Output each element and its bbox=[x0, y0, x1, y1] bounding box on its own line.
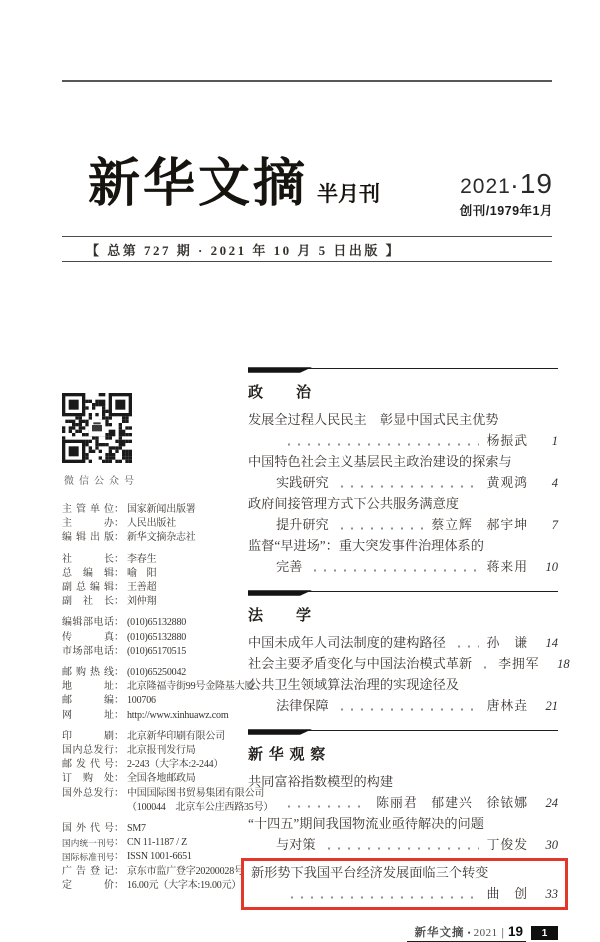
wechat-qr-code-icon bbox=[62, 393, 132, 463]
pub-info-value: (010)65132880 bbox=[127, 617, 187, 629]
pub-info-label: 邮购热线 bbox=[62, 667, 114, 679]
toc-authors: 唐林垚 bbox=[486, 699, 528, 713]
pub-info-label: 印刷 bbox=[62, 730, 114, 742]
pub-info-colon: ： bbox=[114, 681, 124, 693]
pub-info-label: 邮编 bbox=[62, 695, 114, 707]
pub-info-label: 市场部电话 bbox=[62, 645, 114, 657]
toc-authors: 蔡立辉 郝宇坤 bbox=[431, 518, 528, 532]
dot-leader bbox=[287, 896, 479, 899]
dot-leader bbox=[284, 805, 368, 808]
pub-info-colon: ： bbox=[114, 837, 124, 849]
pub-info-group bbox=[62, 822, 262, 893]
section-title: 法 学 bbox=[248, 608, 313, 624]
issue-dot: · bbox=[511, 177, 519, 197]
toc-entry-line bbox=[248, 792, 558, 813]
section-divider-wedge bbox=[248, 590, 312, 596]
dot-leader bbox=[310, 569, 478, 572]
toc-entry-line bbox=[248, 556, 558, 577]
pub-info-label: 国内统一刊号 bbox=[62, 838, 114, 849]
pub-info-row bbox=[62, 666, 262, 680]
toc-page-number: 14 bbox=[545, 636, 558, 650]
pub-info-group bbox=[62, 616, 262, 659]
pub-info-row bbox=[62, 694, 262, 708]
pub-info-row bbox=[62, 567, 262, 581]
toc-authors: 蒋来用 bbox=[486, 560, 528, 574]
toc-entry-text: 政府间接管理方式下公共服务满意度 bbox=[248, 496, 459, 511]
toc-entry-line bbox=[248, 632, 558, 653]
pub-info-value: 全国各地邮政局 bbox=[127, 773, 196, 785]
pub-info-colon: ： bbox=[114, 745, 124, 757]
pub-info-colon: ： bbox=[114, 596, 124, 608]
pub-info-row bbox=[62, 517, 262, 531]
toc-page-number: 21 bbox=[545, 699, 558, 713]
toc-section bbox=[248, 368, 558, 577]
dot-leader bbox=[337, 485, 479, 488]
pub-info-row bbox=[62, 709, 262, 723]
pub-info-row bbox=[62, 595, 262, 609]
pub-info-group bbox=[62, 503, 262, 546]
pub-info-label: 地址 bbox=[62, 681, 114, 693]
pub-info-row bbox=[62, 836, 262, 850]
pub-info-label: 国内总发行 bbox=[62, 745, 114, 757]
toc-entry-text: 监督“早进场”：重大突发事件治理体系的 bbox=[248, 538, 484, 553]
pub-info-colon: ： bbox=[114, 759, 124, 771]
toc-entry-line bbox=[248, 430, 558, 451]
pub-info-label: 国外代号 bbox=[62, 823, 114, 835]
masthead bbox=[88, 152, 553, 230]
toc-page-number: 7 bbox=[551, 518, 558, 532]
table-of-contents bbox=[248, 368, 570, 942]
toc-authors: 孙 谦 bbox=[486, 636, 528, 650]
pub-info-value: 2-243（大字本:2-244） bbox=[127, 759, 224, 771]
toc-entry-text: 共同富裕指数模型的构建 bbox=[248, 774, 394, 789]
toc-entry-line bbox=[248, 653, 570, 674]
pub-info-row bbox=[62, 787, 265, 801]
pub-info-colon: ： bbox=[114, 553, 124, 565]
toc-authors: 陈丽君 郁建兴 徐铱娜 bbox=[376, 796, 528, 810]
toc-entry-line bbox=[248, 674, 558, 695]
toc-entry-line bbox=[248, 771, 558, 792]
toc-section bbox=[248, 591, 570, 716]
pub-info-value: 刘仲翔 bbox=[127, 596, 157, 608]
founded-date: 创刊/1979年1月 bbox=[459, 204, 553, 218]
pub-info-colon: ： bbox=[114, 865, 124, 877]
toc-authors: 黄观鸿 bbox=[486, 476, 528, 490]
pub-info-colon: ： bbox=[114, 695, 124, 707]
pub-info-value: （100044 北京车公庄西路35号） bbox=[127, 801, 274, 813]
toc-entry-line bbox=[251, 862, 558, 883]
pub-info-value: 国家新闻出版署 bbox=[127, 504, 196, 515]
toc-page-number: 30 bbox=[545, 838, 558, 852]
pub-info-label: 主办 bbox=[62, 518, 114, 530]
toc-section bbox=[248, 730, 558, 910]
footer-year: 2021 bbox=[473, 927, 498, 939]
footer-issue: 19 bbox=[507, 924, 523, 939]
toc-entry-line bbox=[248, 514, 558, 535]
footer-bullet: • bbox=[467, 928, 471, 938]
dot-leader bbox=[337, 708, 479, 711]
pub-info-row bbox=[62, 631, 262, 645]
pub-info-label: 社长 bbox=[62, 553, 114, 565]
pub-info-value: CN 11-1187 / Z bbox=[127, 837, 188, 849]
pub-info-colon: ： bbox=[114, 773, 124, 785]
toc-entry-line bbox=[248, 535, 558, 556]
page-footer bbox=[248, 924, 558, 942]
pub-info-colon: ： bbox=[114, 582, 124, 594]
toc-entry-line bbox=[248, 472, 558, 493]
pub-info-label: 定价 bbox=[62, 879, 114, 891]
pub-info-value: 人民出版社 bbox=[127, 518, 176, 530]
pub-info-colon: ： bbox=[114, 532, 124, 544]
toc-authors: 李拥军 bbox=[498, 657, 540, 671]
pub-info-row bbox=[62, 879, 262, 893]
toc-page-number: 4 bbox=[551, 476, 558, 490]
footer-page-number-box: 1 bbox=[531, 926, 558, 940]
dot-leader bbox=[324, 847, 479, 850]
pub-info-row bbox=[62, 503, 262, 517]
pub-info-row bbox=[62, 553, 262, 567]
pub-info-colon: ： bbox=[114, 879, 124, 891]
pub-info-colon: ： bbox=[114, 787, 124, 799]
magazine-subtitle: 半月刊 bbox=[317, 183, 381, 206]
dot-leader bbox=[454, 645, 479, 648]
dot-leader bbox=[480, 666, 490, 669]
pub-info-value: (010)65170515 bbox=[127, 645, 187, 657]
pub-info-value: http://www.xinhuawz.com bbox=[127, 709, 229, 721]
pub-info-row bbox=[62, 850, 262, 864]
pub-info-colon: ： bbox=[114, 631, 124, 643]
publication-info-column bbox=[62, 393, 274, 900]
pub-info-value: 中国国际图书贸易集团有限公司 bbox=[127, 787, 265, 799]
issue-number bbox=[460, 168, 553, 200]
pub-info-row bbox=[62, 822, 262, 836]
pub-info-value: SM7 bbox=[127, 823, 146, 835]
pub-info-label: 国外总发行 bbox=[62, 787, 114, 799]
page-top-rule bbox=[62, 80, 552, 82]
toc-entry-line bbox=[248, 695, 558, 716]
section-divider bbox=[248, 591, 558, 598]
pub-info-value: 100706 bbox=[127, 695, 156, 707]
pub-info-label: 广告登记 bbox=[62, 865, 114, 877]
highlighted-toc-entry bbox=[241, 858, 568, 910]
section-title: 政 治 bbox=[248, 385, 313, 401]
issue-year: 2021 bbox=[460, 175, 511, 198]
toc-entry-text: 提升研究 bbox=[276, 517, 329, 532]
toc-entry-line bbox=[248, 834, 558, 855]
toc-entry-text: “十四五”期间我国物流业亟待解决的问题 bbox=[248, 816, 484, 831]
pub-info-value: 王善超 bbox=[127, 582, 157, 594]
pub-info-value: 京东市监广登字20200028号 bbox=[127, 865, 244, 877]
pub-info-value: 16.00元（大字本:19.00元） bbox=[127, 879, 242, 891]
toc-entry-text: 新形势下我国平台经济发展面临三个转变 bbox=[251, 865, 489, 880]
pub-info-row bbox=[62, 758, 262, 772]
toc-page-number: 1 bbox=[551, 434, 558, 448]
pub-info-value: 喻 阳 bbox=[127, 567, 157, 579]
pub-info-colon: ： bbox=[114, 709, 124, 721]
toc-authors: 曲 创 bbox=[486, 887, 528, 901]
issue-block bbox=[460, 168, 553, 219]
toc-entry-text: 实践研究 bbox=[276, 475, 329, 490]
pub-info-row bbox=[62, 865, 262, 879]
publication-info-list bbox=[62, 503, 274, 893]
pub-info-colon: ： bbox=[114, 851, 124, 863]
footer-separator: | bbox=[501, 927, 504, 939]
section-divider bbox=[248, 368, 558, 375]
pub-info-row bbox=[62, 801, 274, 815]
toc-entry-text: 社会主要矛盾变化与中国法治模式革新 bbox=[248, 656, 473, 671]
pub-info-group bbox=[62, 666, 262, 723]
pub-info-label: 订购处 bbox=[62, 773, 114, 785]
dot-leader bbox=[284, 443, 479, 446]
toc-entry-text: 公共卫生领域算法治理的实现途径及 bbox=[248, 677, 459, 692]
pub-info-label: 编辑出版 bbox=[62, 532, 114, 544]
toc-entry-text: 与对策 bbox=[276, 837, 316, 852]
pub-info-value: 李春生 bbox=[127, 553, 157, 565]
pub-info-value: 北京隆福寺街99号金隆基大厦 bbox=[127, 681, 255, 693]
edition-line: 【 总第 727 期 · 2021 年 10 月 5 日出版 】 bbox=[86, 242, 402, 258]
pub-info-colon: ： bbox=[114, 645, 124, 657]
magazine-title: 新华文摘 bbox=[88, 155, 309, 213]
pub-info-row bbox=[62, 744, 262, 758]
pub-info-row bbox=[62, 680, 262, 694]
toc-entry-text: 发展全过程人民民主 彰显中国式民主优势 bbox=[248, 412, 499, 427]
pub-info-colon: ： bbox=[114, 667, 124, 679]
pub-info-colon: ： bbox=[114, 567, 124, 579]
toc-page-number: 18 bbox=[557, 657, 570, 671]
pub-info-row bbox=[62, 531, 262, 545]
toc-page-number: 24 bbox=[545, 796, 558, 810]
toc-authors: 杨振武 bbox=[486, 434, 528, 448]
section-title: 新 华 观 察 bbox=[248, 747, 327, 763]
toc-entry-text: 法律保障 bbox=[276, 698, 329, 713]
pub-info-row bbox=[62, 772, 262, 786]
section-divider-wedge bbox=[248, 367, 312, 373]
toc-entry-line bbox=[248, 813, 558, 834]
pub-info-value: 北京新华印刷有限公司 bbox=[127, 730, 225, 742]
section-divider-wedge bbox=[248, 729, 312, 735]
pub-info-label: 副社长 bbox=[62, 596, 114, 608]
pub-info-row bbox=[62, 581, 262, 595]
toc-page-number: 10 bbox=[545, 560, 558, 574]
pub-info-group bbox=[62, 553, 262, 610]
toc-entry-text: 完善 bbox=[276, 559, 303, 574]
pub-info-label: 总编辑 bbox=[62, 567, 114, 579]
pub-info-label: 邮发代号 bbox=[62, 759, 114, 771]
pub-info-value: 新华文摘杂志社 bbox=[127, 532, 196, 544]
toc-entry-line bbox=[251, 883, 558, 904]
pub-info-colon: ： bbox=[114, 730, 124, 742]
section-divider bbox=[248, 730, 558, 737]
pub-info-colon: ： bbox=[114, 617, 124, 629]
edition-info-bar bbox=[62, 236, 552, 262]
pub-info-row bbox=[62, 616, 262, 630]
toc-entry-line bbox=[248, 409, 558, 430]
toc-authors: 丁俊发 bbox=[486, 838, 528, 852]
pub-info-row bbox=[62, 730, 262, 744]
pub-info-label: 主管单位 bbox=[62, 504, 114, 515]
issue-no: 19 bbox=[519, 168, 553, 199]
pub-info-colon: ： bbox=[114, 518, 124, 530]
pub-info-group bbox=[62, 730, 274, 815]
pub-info-label: 国际标准刊号 bbox=[62, 852, 114, 863]
pub-info-value: (010)65250042 bbox=[127, 667, 187, 679]
toc-entry-text: 中国特色社会主义基层民主政治建设的探索与 bbox=[248, 454, 512, 469]
pub-info-row bbox=[62, 645, 262, 659]
pub-info-value: 北京报刊发行局 bbox=[127, 745, 196, 757]
toc-entry-line bbox=[248, 493, 558, 514]
pub-info-label: 编辑部电话 bbox=[62, 617, 114, 629]
pub-info-colon: ： bbox=[114, 504, 124, 515]
toc-entry-line bbox=[248, 451, 558, 472]
footer-brand: 新华文摘 bbox=[414, 927, 465, 939]
qr-caption: 微信公众号 bbox=[64, 476, 139, 487]
pub-info-label: 传真 bbox=[62, 631, 114, 643]
pub-info-label: 网址 bbox=[62, 709, 114, 721]
footer-text bbox=[407, 924, 527, 942]
dot-leader bbox=[337, 527, 424, 530]
toc-entry-text: 中国未成年人司法制度的建构路径 bbox=[248, 635, 446, 650]
pub-info-colon: ： bbox=[114, 823, 124, 835]
toc-page-number: 33 bbox=[545, 887, 558, 901]
pub-info-value: (010)65132880 bbox=[127, 631, 187, 643]
pub-info-label: 副总编辑 bbox=[62, 582, 114, 594]
pub-info-value: ISSN 1001-6651 bbox=[127, 851, 192, 863]
